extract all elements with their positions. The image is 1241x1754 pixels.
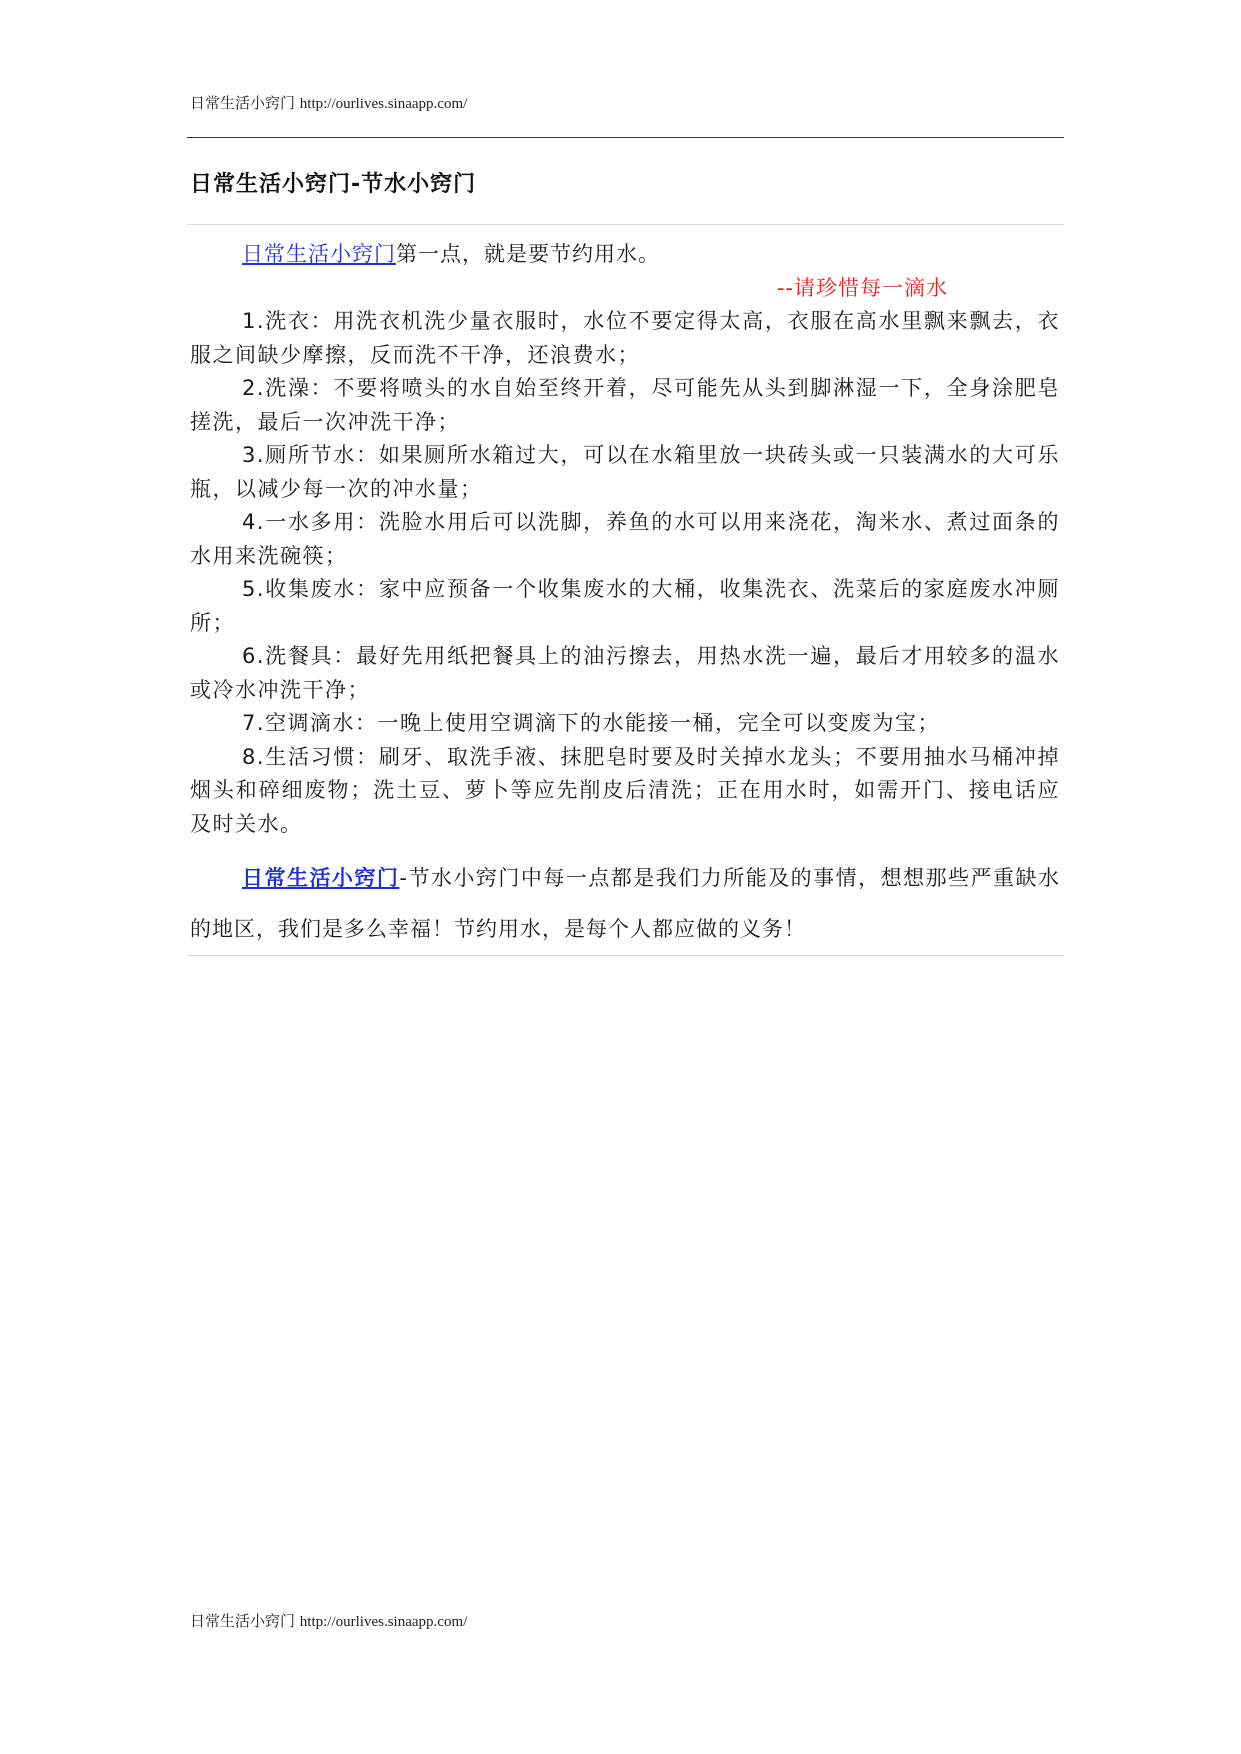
- closing-site-link[interactable]: 日常生活小窍门: [242, 866, 400, 890]
- tip-item: 6.洗餐具：最好先用纸把餐具上的油污擦去，用热水洗一遍，最后才用较多的温水或冷水冲洗干净；: [190, 644, 1060, 702]
- header-site-name: 日常生活小窍门: [190, 94, 296, 112]
- footer-url-link[interactable]: http://ourlives.sinaapp.com/: [299, 1614, 468, 1630]
- tip-item: 7.空调滴水：一晚上使用空调滴下的水能接一桶，完全可以变废为宝；: [242, 711, 941, 735]
- intro-site-link[interactable]: 日常生活小窍门: [242, 242, 396, 266]
- tip-item: 4.一水多用：洗脸水用后可以洗脚，养鱼的水可以用来浇花，淘米水、煮过面条的水用来洗碗筷；: [190, 510, 1060, 568]
- closing-paragraph: [190, 853, 1060, 955]
- header-url-link[interactable]: http://ourlives.sinaapp.com/: [299, 96, 468, 112]
- tip-item: 8.生活习惯：刷牙、取洗手液、抹肥皂时要及时关掉水龙头；不要用抽水马桶冲掉烟头和碎细废物；洗土豆、萝卜等应先削皮后清洗；正在用水时，如需开门、接电话应及时关水。: [190, 744, 1060, 836]
- page-footer: [190, 1610, 467, 1631]
- tip-item: 3.厕所节水：如果厕所水箱过大，可以在水箱里放一块砖头或一只装满水的大可乐瓶，以减少每一次的冲水量；: [190, 443, 1060, 501]
- tip-item: 5.收集废水：家中应预备一个收集废水的大桶，收集洗衣、洗菜后的家庭废水冲厕所；: [190, 577, 1060, 635]
- title-divider: [187, 224, 1064, 225]
- document-title: 日常生活小窍门-节水小窍门: [190, 172, 477, 197]
- intro-text: 第一点，就是要节约用水。: [396, 242, 660, 266]
- tip-item: 2.洗澡：不要将喷头的水自始至终开着，尽可能先从头到脚淋湿一下，全身涂肥皂搓洗，最后一次冲洗干净；: [190, 376, 1060, 434]
- page-header: [190, 92, 467, 113]
- slogan: --请珍惜每一滴水: [776, 275, 948, 300]
- footer-site-name: 日常生活小窍门: [190, 1612, 296, 1630]
- header-divider: [187, 137, 1064, 138]
- closing-text: -节水小窍门中每一点都是我们力所能及的事情，想想那些严重缺水的地区，我们是多么幸福！节约用水，是每个人都应做的义务！: [190, 866, 1060, 941]
- content-bottom-divider: [187, 955, 1064, 956]
- tip-item: 1.洗衣：用洗衣机洗少量衣服时，水位不要定得太高，衣服在高水里飘来飘去，衣服之间缺少摩擦，反而洗不干净，还浪费水；: [190, 309, 1060, 367]
- intro-paragraph: [190, 238, 1060, 272]
- article-body: [190, 238, 1060, 955]
